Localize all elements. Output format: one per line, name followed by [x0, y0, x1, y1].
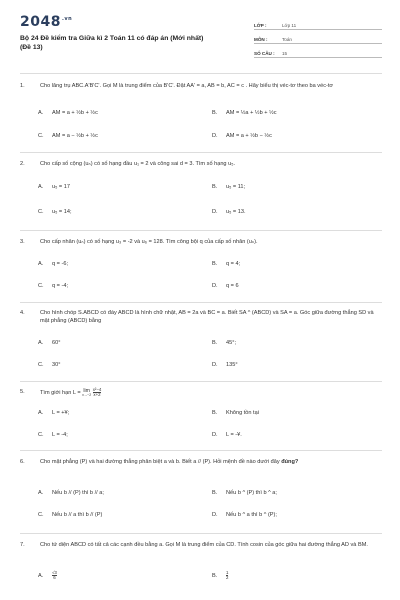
option-b[interactable]: B. q = 4;: [212, 261, 241, 267]
question-text: Cho cấp số cộng (uₙ) có số hạng đầu u₁ = 2 và công sai d = 3. Tìm số hạng u₅.: [40, 161, 236, 167]
exam-title-line1: Bộ 24 Đề kiểm tra Giữa kì 2 Toán 11 có đáp án (Mới nhất): [20, 35, 204, 42]
option-c[interactable]: C. Nếu b // a thì b // (P): [38, 512, 103, 518]
divider: [20, 73, 382, 74]
question-number: 3.: [20, 239, 25, 245]
option-d[interactable]: D. q = 6: [212, 283, 239, 289]
option-c[interactable]: C. q = -4;: [38, 283, 69, 289]
exam-title-line2: (Đề 13): [20, 44, 43, 51]
info-value: 15: [282, 51, 288, 56]
option-d[interactable]: D. 135°: [212, 362, 238, 368]
question-text: Cho hình chóp S.ABCD có đáy ABCD là hình chữ nhật, AB = 2a và BC = a. Biết SA ^ (ABCD) và SA = a. Góc giữa đường thẳng SD và mặt phẳng (ABCD) bằng: [40, 310, 374, 324]
option-d[interactable]: D. Nếu b ^ a thì b ^ (P);: [212, 512, 277, 518]
option-c[interactable]: C. u₅ = 14;: [38, 209, 72, 215]
option-a[interactable]: A. Nếu b // (P) thì b // a;: [38, 490, 104, 496]
option-b[interactable]: B. $\frac{1}{2}$: [212, 570, 229, 580]
option-a[interactable]: A. 60°: [38, 340, 61, 346]
info-row-subject: [254, 30, 382, 44]
question-5: [20, 388, 382, 397]
divider: [20, 381, 382, 382]
question-2: [20, 160, 382, 168]
info-row-class: [254, 16, 382, 30]
option-b[interactable]: B. Không tồn tại: [212, 410, 259, 416]
option-b[interactable]: B. 45°;: [212, 340, 237, 346]
question-7: [20, 541, 382, 549]
question-number: 4.: [20, 310, 25, 316]
option-d[interactable]: D. u₅ = 13.: [212, 209, 246, 215]
question-text: Cho cấp nhân (uₙ) có số hạng u₃ = -2 và u₆ = 128. Tìm công bội q của cấp số nhân (uₙ).: [40, 239, 258, 245]
question-4: [20, 309, 382, 325]
question-number: 7.: [20, 542, 25, 548]
option-a[interactable]: A. $\frac{√3}{6}$: [38, 570, 57, 580]
info-value: Lớp 11: [282, 23, 297, 28]
question-number: 2.: [20, 161, 25, 167]
question-text: Cho lăng trụ ABC.A'B'C'. Gọi M là trung điểm của B'C'. Đặt AA' = a, AB = b, AC = c . Hãy biểu thị véc-tơ theo ba véc-tơ: [40, 83, 334, 89]
question-1: [20, 82, 382, 90]
exam-title: [20, 34, 252, 52]
option-d[interactable]: D. AM = a + ½b − ½c: [212, 133, 272, 139]
option-a[interactable]: A. q = -6;: [38, 261, 69, 267]
limit-fraction: $\frac{\text{x²−4}}{x+2}$: [92, 387, 102, 397]
exam-info-box: [254, 16, 382, 58]
option-a[interactable]: A. AM = a + ½b + ½c: [38, 110, 98, 116]
option-b[interactable]: B. Nếu b ^ (P) thì b ^ a;: [212, 490, 277, 496]
info-row-count: [254, 44, 382, 58]
option-d[interactable]: D. L = -¥.: [212, 432, 242, 438]
question-text: Cho mặt phẳng (P) và hai đường thẳng phân biệt a và b. Biết a // (P). Hỏi mệnh đề nào dưới đây đúng?: [40, 459, 299, 465]
option-b[interactable]: B. u₅ = 11;: [212, 184, 246, 190]
option-c[interactable]: C. L = -4;: [38, 432, 68, 438]
divider: [20, 533, 382, 534]
question-number: 6.: [20, 459, 25, 465]
divider: [20, 302, 382, 303]
info-label: MÔN :: [254, 37, 268, 42]
question-text: Tìm giới hạn L = lim x→−2 $\frac{\text{x²−4}}{x+2}$: [40, 387, 102, 397]
option-c[interactable]: C. AM = a − ½b + ½c: [38, 133, 98, 139]
option-a[interactable]: A. u₅ = 17: [38, 184, 70, 190]
divider: [20, 152, 382, 153]
info-label: SỐ CÂU :: [254, 51, 275, 56]
option-b[interactable]: B. AM = ½a + ½b + ½c: [212, 110, 277, 116]
question-text: Cho tứ diện ABCD có tất cả các cạnh đều bằng a. Gọi M là trung điểm của CD. Tính cosin của góc giữa hai đường thẳng AD và BM.: [40, 542, 368, 548]
question-number: 1.: [20, 83, 25, 89]
info-value: Toán: [282, 37, 292, 42]
question-3: [20, 238, 382, 246]
option-a[interactable]: A. L = +¥;: [38, 410, 70, 416]
limit-operator: lim x→−2: [82, 387, 92, 397]
option-c[interactable]: C. 30°: [38, 362, 61, 368]
question-6: [20, 458, 382, 466]
question-number: 5.: [20, 389, 25, 395]
divider: [20, 230, 382, 231]
info-label: LỚP :: [254, 23, 267, 28]
site-logo[interactable]: $2048^{.vn}$: [20, 14, 73, 30]
divider: [20, 450, 382, 451]
